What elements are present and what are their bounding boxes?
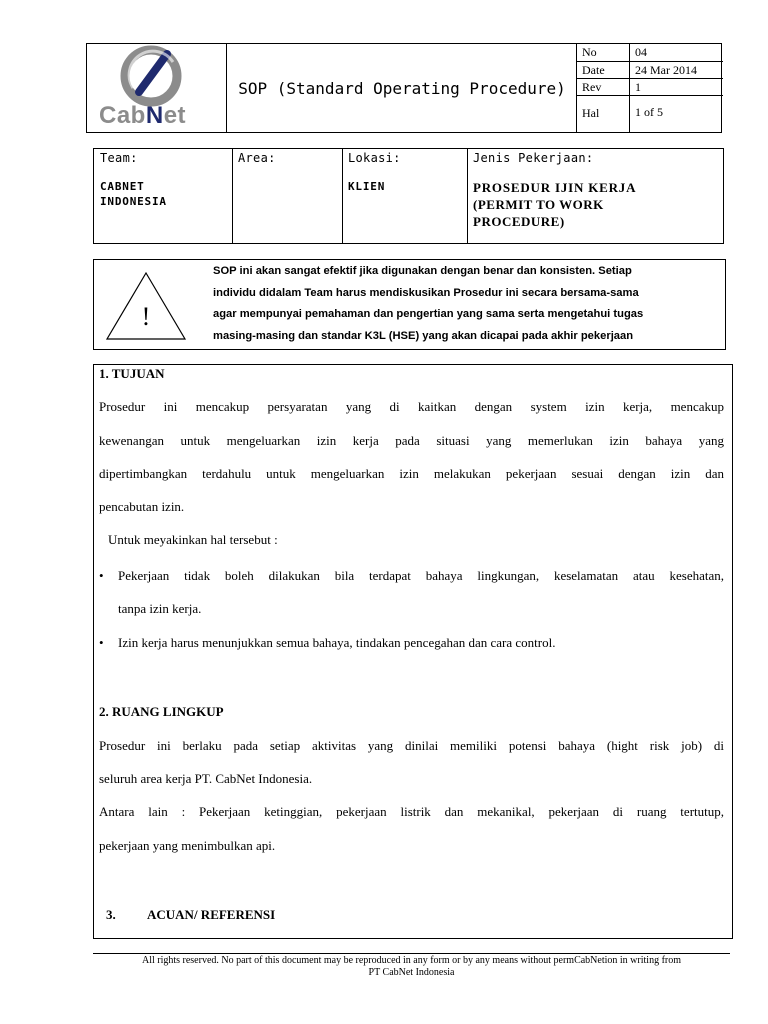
lokasi-cell	[342, 149, 468, 243]
team-cell	[94, 149, 233, 243]
paragraph-line: pencabutan izin.	[99, 499, 185, 514]
warning-line: masing-masing dan standar K3L (HSE) yang akan dicapai pada akhir pekerjaan	[213, 329, 634, 342]
meta-label: Hal	[582, 106, 600, 120]
warning-text	[213, 261, 722, 347]
area-label: Area:	[238, 151, 276, 165]
warning-triangle-icon	[104, 270, 188, 342]
footer-text	[93, 955, 730, 979]
warning-line: SOP ini akan sangat efektif jika digunakan dengan benar dan konsisten. Setiap	[213, 265, 632, 277]
meta-label: No	[582, 45, 597, 59]
footer-line: PT CabNet Indonesia	[368, 967, 455, 978]
jenis-value	[473, 179, 703, 230]
section-heading: ACUAN/ REFERENSI	[147, 907, 276, 922]
logo-wordmark: CabNet	[99, 102, 187, 129]
bullet-icon: •	[99, 568, 104, 583]
bullet-item: Pekerjaan tidak boleh dilakukan bila terdapat bahaya lingkungan, keselamatan atau kesehatan,	[118, 568, 724, 583]
paragraph-line: Antara lain : Pekerjaan ketinggian, pekerjaan listrik dan mekanikal, pekerjaan di ruang tertutup,	[99, 804, 724, 819]
info-table	[93, 148, 724, 244]
section-heading: 1. TUJUAN	[99, 366, 165, 381]
paragraph-line: seluruh area kerja PT. CabNet Indonesia.	[99, 771, 313, 786]
logo-area	[87, 44, 227, 132]
team-value-line: INDONESIA	[100, 195, 167, 208]
meta-value: 24 Mar 2014	[635, 63, 697, 77]
svg-text:!: !	[141, 302, 151, 331]
bullet-icon: •	[99, 635, 104, 650]
meta-row-no	[577, 43, 723, 62]
meta-table	[576, 43, 722, 133]
meta-label: Rev	[582, 80, 602, 94]
meta-value: 1 of 5	[635, 105, 663, 119]
jenis-value-line: PROSEDUR IJIN KERJA	[473, 180, 637, 195]
jenis-value-line: PROCEDURE)	[473, 214, 565, 229]
meta-value: 04	[635, 45, 647, 59]
team-value	[100, 179, 167, 209]
meta-label: Date	[582, 63, 605, 77]
meta-row-rev	[577, 78, 723, 96]
jenis-value-line: (PERMIT TO WORK	[473, 197, 604, 212]
paragraph-line: dipertimbangkan terdahulu untuk mengeluarkan izin melakukan pekerjaan sesuai dengan izin dan	[99, 466, 724, 481]
warning-line: agar mempunyai pemahaman dan pengertian yang sama serta mengetahui tugas	[213, 308, 644, 320]
lokasi-value: KLIEN	[348, 180, 386, 193]
paragraph-intro: Untuk meyakinkan hal tersebut :	[108, 532, 278, 547]
document-title: SOP (Standard Operating Procedure)	[238, 78, 566, 98]
team-value-line: CABNET	[100, 180, 145, 193]
paragraph-line: Prosedur ini mencakup persyaratan yang di kaitkan dengan system izin kerja, mencakup	[99, 399, 724, 414]
warning-line: individu didalam Team harus mendiskusikan Prosedur ini secara bersama-sama	[213, 286, 639, 299]
footer-line: All rights reserved. No part of this document may be reproduced in any form or by any means without permCabNetion in writing from	[141, 955, 682, 966]
meta-row-date	[577, 61, 723, 79]
jenis-cell	[467, 149, 723, 243]
area-cell	[232, 149, 343, 243]
meta-row-hal	[577, 95, 723, 133]
paragraph-line: kewenangan untuk mengeluarkan izin kerja pada situasi yang memerlukan izin bahaya yang	[99, 433, 724, 448]
paragraph-line: pekerjaan yang menimbulkan api.	[99, 838, 276, 853]
bullet-item: Izin kerja harus menunjukkan semua bahaya, tindakan pencegahan dan cara control.	[118, 635, 556, 650]
section-number: 3.	[106, 907, 116, 922]
section-heading: 2. RUANG LINGKUP	[99, 704, 224, 719]
jenis-label: Jenis Pekerjaan:	[473, 151, 594, 165]
footer-divider	[93, 953, 730, 954]
paragraph-line: Prosedur ini berlaku pada setiap aktivitas yang dinilai memiliki potensi bahaya (hight risk job) di	[99, 738, 724, 753]
meta-value: 1	[635, 80, 641, 94]
team-label: Team:	[100, 151, 138, 165]
bullet-item-continuation: tanpa izin kerja.	[118, 601, 202, 616]
lokasi-label: Lokasi:	[348, 151, 401, 165]
